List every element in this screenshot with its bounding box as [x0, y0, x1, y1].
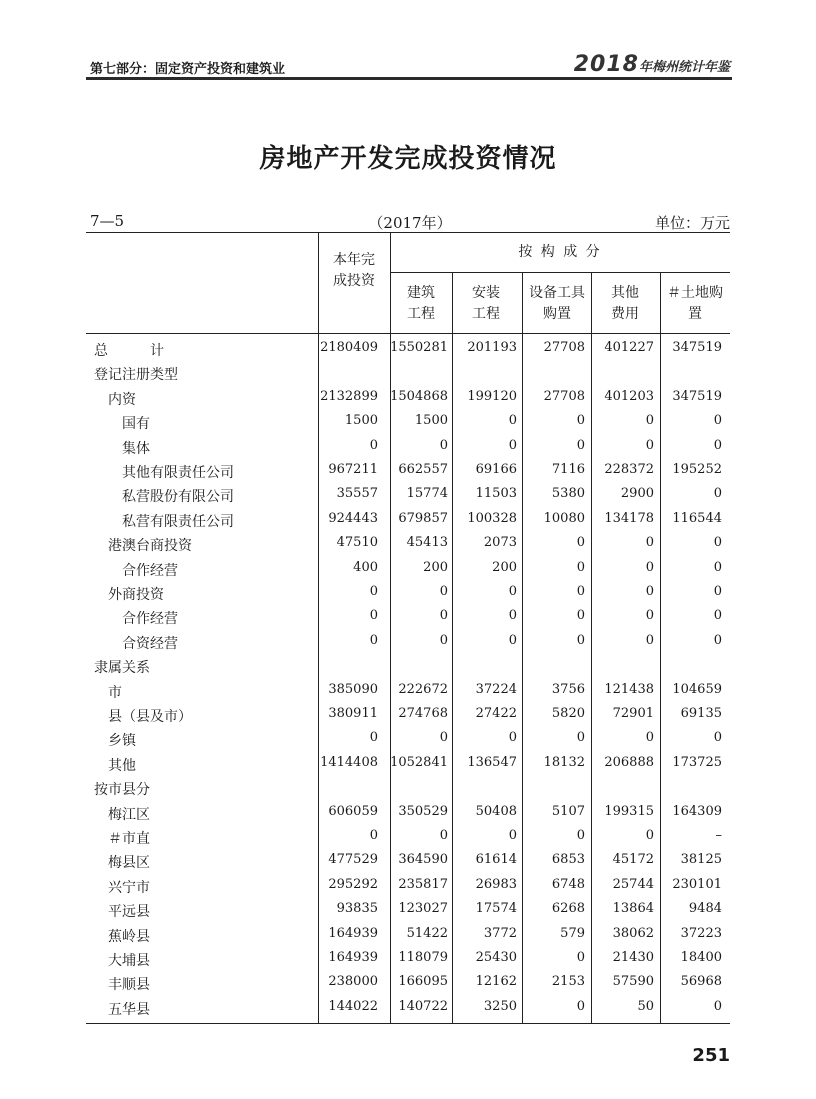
yearbook-year: 2018 [573, 52, 639, 77]
row-value: 11503 [475, 486, 517, 502]
row-value: 0 [713, 584, 722, 599]
row-value: 26983 [475, 876, 517, 892]
row-value: 0 [439, 632, 448, 648]
table-row [86, 385, 730, 409]
column-header-land: ＃土地购置 [667, 285, 723, 322]
row-label: ＃市直 [108, 831, 150, 847]
row-value: 37224 [475, 681, 517, 697]
row-value: 1414408 [320, 754, 378, 770]
column-header-installation: 安装工程 [472, 285, 500, 322]
row-value: 206888 [604, 754, 654, 770]
row-value: 235817 [398, 876, 448, 892]
table-unit: 单位：万元 [654, 214, 730, 232]
column-header-construction: 建筑工程 [407, 285, 435, 322]
row-value: 166095 [398, 974, 448, 990]
row-value: 5820 [551, 706, 585, 721]
row-value: 1052841 [390, 754, 448, 770]
row-value: 0 [369, 437, 378, 453]
row-value: 0 [439, 608, 448, 624]
row-value: 924443 [328, 510, 378, 526]
table-row [86, 604, 730, 628]
table-row [86, 726, 730, 750]
row-value: 47510 [336, 535, 378, 551]
row-value: 579 [560, 925, 585, 941]
row-value: 0 [645, 730, 654, 746]
row-value: 0 [508, 632, 517, 648]
table-row [86, 775, 730, 799]
table-row [86, 995, 730, 1019]
row-value: 56968 [680, 974, 722, 990]
row-value: 0 [713, 413, 722, 429]
row-value: 1504868 [390, 388, 448, 404]
row-value: 679857 [398, 510, 448, 526]
row-label: 国有 [122, 416, 150, 433]
row-value: 3772 [483, 925, 517, 941]
table-row [86, 873, 730, 897]
table-row [86, 702, 730, 726]
row-value: 144022 [328, 998, 378, 1014]
header-bottom-rule [86, 333, 730, 334]
row-value: 0 [369, 828, 378, 843]
row-value: 69166 [475, 462, 517, 477]
table-row [86, 434, 730, 458]
row-value: 3250 [483, 998, 517, 1014]
table-row [86, 556, 730, 580]
table-row [86, 751, 730, 775]
table-row [86, 946, 730, 970]
row-value: 1500 [344, 413, 378, 429]
table-row [86, 482, 730, 506]
row-value: 0 [645, 559, 654, 575]
row-value: 477529 [328, 852, 378, 868]
row-value: 6268 [551, 901, 585, 917]
row-value: 347519 [672, 340, 722, 355]
row-label: 合作经营 [122, 562, 178, 579]
row-value: 199315 [604, 803, 654, 819]
row-value: 7116 [551, 462, 585, 477]
row-label: 兴宁市 [108, 879, 150, 896]
row-label: 港澳台商投资 [108, 538, 192, 555]
row-value: 45413 [406, 535, 448, 551]
row-value: 0 [576, 828, 585, 843]
row-value: 0 [713, 632, 722, 648]
row-value: 35557 [336, 486, 378, 502]
row-value: 1500 [414, 413, 448, 429]
row-value: 238000 [328, 974, 378, 990]
row-label: 市 [108, 684, 122, 701]
row-value: 12162 [475, 974, 517, 990]
page-number: 251 [692, 1045, 730, 1066]
row-value: 18400 [680, 950, 722, 965]
row-label: 丰顺县 [108, 977, 150, 994]
row-value: 0 [713, 559, 722, 575]
row-value: 134178 [604, 510, 654, 526]
table-row [86, 360, 730, 384]
table-row [86, 507, 730, 531]
row-value: 0 [508, 828, 517, 843]
row-label: 按市县分 [94, 782, 150, 799]
table-row [86, 922, 730, 946]
row-value: 401203 [604, 388, 654, 404]
row-value: 100328 [467, 510, 517, 526]
row-value: 0 [645, 632, 654, 648]
row-value: 274768 [398, 706, 448, 721]
row-value: 2132899 [320, 388, 378, 404]
row-label: 内资 [108, 391, 136, 408]
row-value: 164939 [328, 950, 378, 965]
row-value: 380911 [328, 706, 378, 721]
row-value: 0 [369, 584, 378, 599]
row-label: 外商投资 [108, 587, 164, 603]
row-value: 5380 [551, 486, 585, 502]
row-value: 0 [508, 608, 517, 624]
row-value: 0 [645, 828, 654, 843]
row-label: 大埔县 [108, 953, 150, 969]
row-value: 0 [576, 730, 585, 746]
row-value: 0 [576, 950, 585, 965]
table-row [86, 970, 730, 994]
row-value: 61614 [475, 852, 517, 868]
row-value: 199120 [467, 388, 517, 404]
table-row [86, 800, 730, 824]
row-value: 0 [576, 998, 585, 1014]
row-value: 0 [713, 998, 722, 1014]
row-value: 0 [645, 413, 654, 429]
table-row [86, 458, 730, 482]
row-value: 0 [576, 608, 585, 624]
row-value: 201193 [467, 340, 517, 355]
row-value: 2153 [551, 974, 585, 990]
row-value: 27708 [543, 388, 585, 404]
row-value: 228372 [604, 462, 654, 477]
row-label: 五华县 [108, 1001, 150, 1018]
row-value: 2900 [620, 486, 654, 502]
row-label: 梅江区 [108, 806, 150, 823]
row-label: 隶属关系 [94, 660, 150, 677]
page-title: 房地产开发完成投资情况 [259, 144, 557, 174]
row-value: 38062 [612, 925, 654, 941]
table-number: 7—5 [90, 212, 125, 230]
table-row [86, 409, 730, 433]
row-value: 350529 [398, 803, 448, 819]
row-value: 0 [576, 535, 585, 551]
row-value: 38125 [680, 852, 722, 868]
row-value: 123027 [398, 901, 448, 917]
table-row [86, 824, 730, 848]
row-value: 0 [369, 730, 378, 746]
row-value: 21430 [612, 950, 654, 965]
row-value: 25744 [612, 876, 654, 892]
row-label: 平远县 [108, 904, 150, 921]
table-row [86, 580, 730, 604]
row-value: 0 [576, 437, 585, 453]
table-row [86, 336, 730, 360]
table-bottom-rule [86, 1023, 730, 1024]
row-value: 0 [713, 437, 722, 453]
column-header-total: 本年完成投资 [333, 252, 375, 289]
row-value: 400 [353, 559, 378, 575]
table-row [86, 629, 730, 653]
row-value: 401227 [604, 340, 654, 355]
row-value: 69135 [680, 706, 722, 721]
row-label: 合资经营 [122, 635, 178, 652]
row-value: 93835 [336, 901, 378, 917]
row-label: 私营股份有限公司 [122, 489, 234, 506]
row-value: 0 [713, 535, 722, 551]
row-value: 50 [637, 998, 654, 1014]
row-value: 57590 [612, 974, 654, 990]
row-value: 2073 [483, 535, 517, 551]
row-value: 140722 [398, 998, 448, 1014]
row-label: 集体 [122, 440, 150, 457]
row-value: 164939 [328, 925, 378, 941]
row-value: 121438 [604, 681, 654, 697]
table-row [86, 678, 730, 702]
row-value: 0 [645, 584, 654, 599]
row-value: 1550281 [390, 340, 448, 355]
row-value: 3756 [551, 681, 585, 697]
table-row [86, 653, 730, 677]
header-rule [86, 77, 732, 80]
row-value: 0 [439, 730, 448, 746]
row-label: 县（县及市） [108, 709, 192, 725]
table-year: （2017年） [368, 214, 452, 232]
column-group-header: 按 构 成 分 [518, 244, 602, 260]
row-label: 其他 [108, 757, 136, 774]
row-value: 104659 [672, 681, 722, 697]
row-value: 0 [508, 437, 517, 453]
row-label: 蕉岭县 [108, 928, 150, 945]
column-header-equipment: 设备工具购置 [529, 285, 585, 322]
row-value: 200 [492, 559, 517, 575]
row-label: 登记注册类型 [94, 367, 178, 384]
row-value: 15774 [406, 486, 448, 502]
row-label: 梅县区 [108, 855, 150, 872]
row-value: 662557 [398, 462, 448, 477]
row-value: 0 [576, 584, 585, 599]
row-value: 606059 [328, 803, 378, 819]
row-label: 总 计 [94, 343, 164, 359]
row-value: 0 [369, 608, 378, 624]
row-value: 967211 [328, 462, 378, 477]
yearbook-name: 年梅州统计年鉴 [638, 60, 730, 75]
row-value: 0 [713, 730, 722, 746]
row-value: 51422 [406, 925, 448, 941]
row-value: 136547 [467, 754, 517, 770]
row-value: 0 [645, 535, 654, 551]
row-value: 0 [713, 608, 722, 624]
row-value: 0 [645, 437, 654, 453]
table-row [86, 848, 730, 872]
row-value: 364590 [398, 852, 448, 868]
row-value: 118079 [398, 950, 448, 965]
row-value: 50408 [475, 803, 517, 819]
row-value: 347519 [672, 388, 722, 404]
row-value: 6748 [551, 876, 585, 892]
table-top-rule [86, 232, 730, 233]
row-value: 0 [508, 413, 517, 429]
row-value: 0 [508, 584, 517, 599]
row-value: 116544 [672, 510, 722, 526]
row-value: 10080 [543, 510, 585, 526]
row-label: 其他有限责任公司 [122, 465, 234, 481]
row-value: 200 [423, 559, 448, 575]
row-value: 385090 [328, 681, 378, 697]
section-header: 第七部分：固定资产投资和建筑业 [90, 62, 286, 77]
row-value: 13864 [612, 901, 654, 917]
table-row [86, 531, 730, 555]
group-header-rule [390, 272, 730, 273]
row-value: 5107 [551, 803, 585, 819]
row-label: 合作经营 [122, 611, 178, 628]
row-value: 27708 [543, 340, 585, 355]
row-value: – [715, 828, 722, 843]
row-value: 6853 [551, 852, 585, 868]
row-label: 私营有限责任公司 [122, 513, 234, 530]
row-value: 25430 [475, 950, 517, 965]
row-value: 173725 [672, 754, 722, 770]
row-value: 0 [439, 584, 448, 599]
row-value: 222672 [398, 681, 448, 697]
yearbook-header [560, 52, 730, 77]
row-value: 2180409 [320, 340, 378, 355]
row-value: 0 [576, 559, 585, 575]
table-row [86, 897, 730, 921]
row-value: 164309 [672, 803, 722, 819]
row-value: 0 [439, 437, 448, 453]
row-value: 230101 [672, 876, 722, 892]
row-value: 18132 [543, 754, 585, 770]
row-value: 17574 [475, 901, 517, 917]
row-value: 0 [369, 632, 378, 648]
row-value: 295292 [328, 876, 378, 892]
row-value: 0 [645, 608, 654, 624]
row-value: 0 [576, 632, 585, 648]
row-value: 0 [439, 828, 448, 843]
row-value: 0 [713, 486, 722, 502]
row-value: 72901 [612, 706, 654, 721]
row-label: 乡镇 [108, 733, 136, 750]
row-value: 37223 [680, 925, 722, 941]
row-value: 27422 [475, 706, 517, 721]
row-value: 0 [576, 413, 585, 429]
row-value: 195252 [672, 462, 722, 477]
row-value: 9484 [688, 901, 722, 917]
row-value: 0 [508, 730, 517, 746]
column-header-other: 其他费用 [611, 285, 639, 322]
row-value: 45172 [612, 852, 654, 868]
